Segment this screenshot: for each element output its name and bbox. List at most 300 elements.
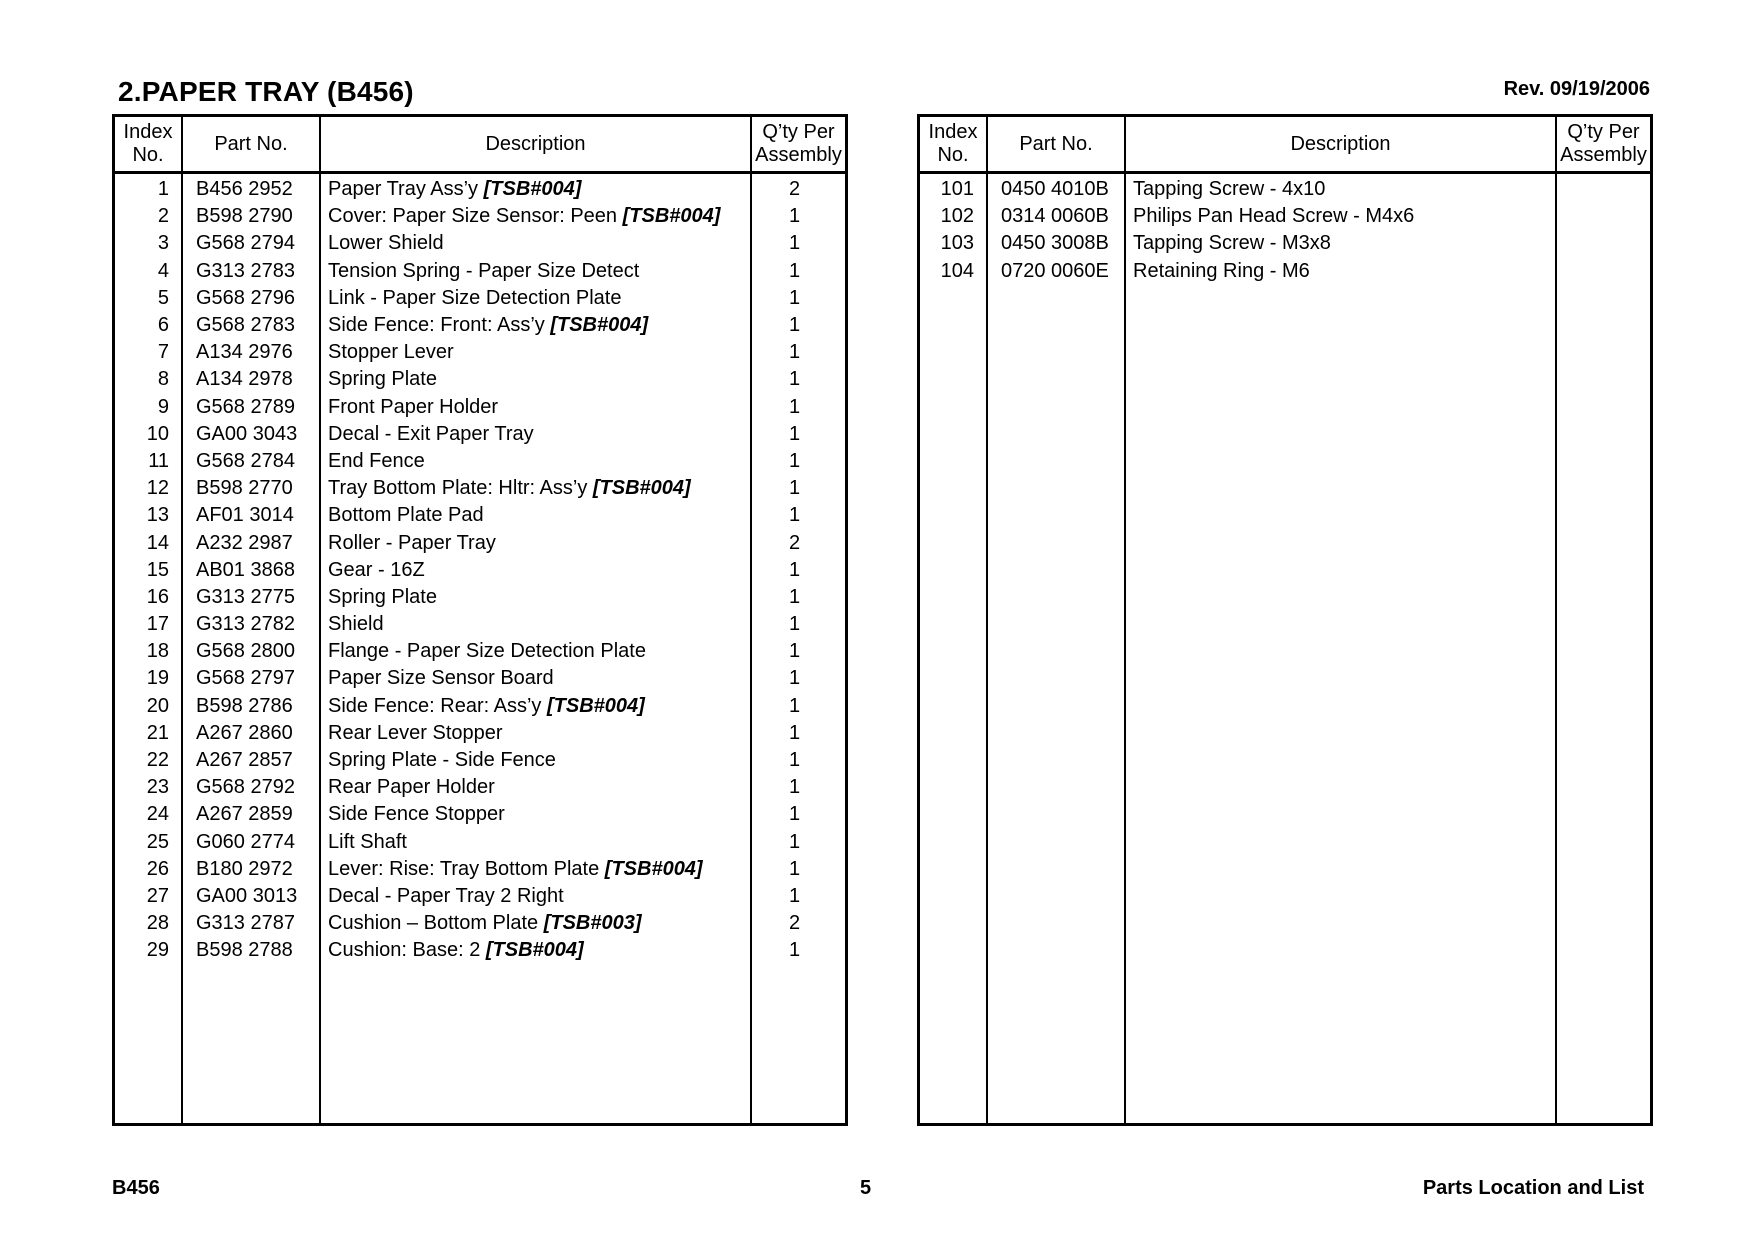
quantity-cell	[752, 178, 845, 201]
description-cell-text: Side Fence: Front: Ass’y	[328, 314, 551, 337]
tsb-reference: [TSB#004]	[604, 857, 703, 880]
description-cell	[321, 396, 752, 419]
part-number-cell	[183, 667, 321, 690]
description-cell	[321, 532, 752, 555]
index-cell	[115, 586, 183, 609]
part-number-cell	[183, 831, 321, 854]
description-cell	[321, 912, 752, 935]
description-header: Description	[321, 117, 752, 171]
table-row	[920, 230, 1650, 257]
index-cell	[115, 559, 183, 582]
part-number-cell	[183, 205, 321, 228]
index-cell-text: 17	[146, 613, 169, 636]
description-cell-text: Decal - Exit Paper Tray	[328, 422, 534, 445]
index-cell	[115, 858, 183, 881]
quantity-cell-text: 1	[788, 422, 801, 445]
quantity-cell-text: 1	[788, 314, 801, 337]
quantity-cell-text: 1	[788, 286, 801, 309]
description-header: Description	[1126, 117, 1557, 171]
part-number-cell-text: A134 2978	[196, 368, 293, 391]
part-number-cell	[183, 477, 321, 500]
index-cell-text: 1	[157, 178, 169, 201]
part-number-cell-text: A232 2987	[196, 531, 293, 554]
index-cell-text: 8	[157, 368, 169, 391]
quantity-cell	[752, 559, 845, 582]
table-row	[115, 937, 845, 964]
table-row	[115, 176, 845, 203]
index-cell	[115, 722, 183, 745]
index-header-line1: Index	[928, 121, 978, 143]
part-number-cell	[183, 450, 321, 473]
index-cell	[115, 504, 183, 527]
description-cell	[321, 695, 752, 718]
description-cell	[321, 831, 752, 854]
table-row	[920, 258, 1650, 285]
quantity-cell	[752, 912, 845, 935]
description-cell	[1126, 178, 1557, 201]
part-number-cell-text: G313 2782	[196, 613, 295, 636]
part-number-cell-text: G568 2784	[196, 449, 295, 472]
description-cell	[321, 287, 752, 310]
index-cell	[920, 232, 988, 255]
index-header-line2: No.	[937, 144, 969, 166]
tsb-reference: [TSB#004]	[622, 205, 721, 228]
index-cell	[115, 532, 183, 555]
index-cell	[115, 749, 183, 772]
part-number-cell	[183, 776, 321, 799]
table-row	[115, 801, 845, 828]
quantity-cell-text: 1	[788, 477, 801, 500]
table-row	[115, 557, 845, 584]
tsb-reference: [TSB#003]	[543, 912, 642, 935]
index-cell-text: 102	[940, 205, 974, 228]
description-cell-text: Tray Bottom Plate: Hltr: Ass’y	[328, 477, 593, 500]
quantity-cell-text: 1	[788, 368, 801, 391]
index-cell-text: 21	[146, 721, 169, 744]
description-cell	[321, 939, 752, 962]
index-header-line1: Index	[123, 121, 173, 143]
description-cell	[321, 885, 752, 908]
index-cell-text: 24	[146, 803, 169, 826]
part-number-cell-text: A267 2860	[196, 721, 293, 744]
index-cell-text: 27	[146, 884, 169, 907]
part-number-cell-text: B598 2790	[196, 205, 293, 228]
description-cell-text: Cover: Paper Size Sensor: Peen	[328, 205, 623, 228]
qty-header-line1: Q’ty Per	[1567, 121, 1640, 143]
table-row	[920, 203, 1650, 230]
part-number-cell	[183, 912, 321, 935]
description-cell-text: Bottom Plate Pad	[328, 504, 484, 527]
index-cell	[920, 205, 988, 228]
part-number-cell-text: B598 2786	[196, 694, 293, 717]
index-cell	[115, 939, 183, 962]
part-number-cell	[988, 260, 1126, 283]
part-number-cell	[183, 396, 321, 419]
description-cell-text: Lift Shaft	[328, 830, 407, 853]
part-number-cell-text: G313 2787	[196, 912, 295, 935]
table-row	[115, 529, 845, 556]
quantity-cell	[752, 803, 845, 826]
description-cell	[1126, 205, 1557, 228]
index-cell-text: 25	[146, 830, 169, 853]
part-number-cell	[183, 722, 321, 745]
description-cell-text: Front Paper Holder	[328, 395, 499, 418]
description-cell	[321, 722, 752, 745]
index-cell-text: 9	[157, 395, 169, 418]
quantity-cell	[752, 260, 845, 283]
table-row	[115, 638, 845, 665]
footer-model: B456	[112, 1177, 160, 1199]
quantity-cell-text: 1	[788, 694, 801, 717]
table-row	[115, 366, 845, 393]
quantity-cell	[752, 695, 845, 718]
description-cell	[321, 803, 752, 826]
part-number-cell-text: AB01 3868	[196, 558, 295, 581]
description-cell-text: Tapping Screw - M3x8	[1133, 232, 1331, 255]
quantity-cell	[752, 613, 845, 636]
column-divider	[1124, 174, 1126, 1123]
quantity-cell	[752, 232, 845, 255]
index-cell-text: 13	[146, 504, 169, 527]
description-cell	[321, 232, 752, 255]
description-cell	[321, 260, 752, 283]
index-cell	[115, 423, 183, 446]
index-header	[115, 117, 183, 171]
part-number-cell	[183, 532, 321, 555]
part-number-cell	[988, 205, 1126, 228]
part-number-cell-text: G568 2796	[196, 286, 295, 309]
description-cell-text: Tension Spring - Paper Size Detect	[328, 259, 640, 282]
description-cell	[1126, 232, 1557, 255]
quantity-cell-text: 1	[788, 504, 801, 527]
part-number-cell-text: GA00 3013	[196, 884, 298, 907]
table-rows	[920, 176, 1650, 285]
index-cell	[115, 396, 183, 419]
index-cell	[115, 831, 183, 854]
description-cell	[321, 450, 752, 473]
part-number-cell	[183, 341, 321, 364]
description-cell-text: Paper Tray Ass’y	[328, 178, 484, 201]
quantity-cell-text: 1	[788, 667, 801, 690]
part-number-cell	[183, 287, 321, 310]
qty-header-line1: Q’ty Per	[762, 121, 835, 143]
part-number-cell	[183, 504, 321, 527]
table-rows	[115, 176, 845, 964]
quantity-cell-text: 1	[788, 857, 801, 880]
index-cell	[115, 912, 183, 935]
part-number-cell-text: A267 2857	[196, 749, 293, 772]
index-cell	[115, 803, 183, 826]
index-cell	[920, 260, 988, 283]
table-row	[115, 910, 845, 937]
part-number-cell-text: G313 2775	[196, 585, 295, 608]
part-number-cell-text: G568 2797	[196, 667, 295, 690]
quantity-cell-text: 1	[788, 395, 801, 418]
description-cell	[321, 640, 752, 663]
table-row	[115, 856, 845, 883]
index-cell-text: 5	[157, 286, 169, 309]
index-cell-text: 23	[146, 776, 169, 799]
part-number-cell	[183, 613, 321, 636]
footer-section: Parts Location and List	[1422, 1177, 1644, 1199]
description-cell-text: Decal - Paper Tray 2 Right	[328, 884, 564, 907]
qty-header	[752, 117, 845, 171]
quantity-cell	[752, 776, 845, 799]
qty-header-line2: Assembly	[1560, 144, 1647, 166]
table-body	[920, 174, 1650, 1123]
quantity-cell-text: 1	[788, 749, 801, 772]
index-cell	[115, 368, 183, 391]
part-number-cell-text: G568 2789	[196, 395, 295, 418]
index-cell-text: 16	[146, 585, 169, 608]
part-number-cell-text: GA00 3043	[196, 422, 298, 445]
quantity-cell-text: 1	[788, 884, 801, 907]
parts-table-right	[917, 114, 1653, 1126]
quantity-cell	[752, 368, 845, 391]
part-number-cell-text: 0314 0060B	[1001, 205, 1109, 228]
part-no-header: Part No.	[988, 117, 1126, 171]
part-number-cell	[183, 368, 321, 391]
index-cell-text: 10	[146, 422, 169, 445]
quantity-cell-text: 1	[788, 721, 801, 744]
description-cell	[321, 749, 752, 772]
table-row	[115, 339, 845, 366]
part-number-cell	[183, 749, 321, 772]
description-cell	[321, 776, 752, 799]
part-number-cell-text: B598 2770	[196, 477, 293, 500]
description-cell-text: Tapping Screw - 4x10	[1133, 178, 1326, 201]
part-number-cell	[988, 178, 1126, 201]
quantity-cell	[752, 396, 845, 419]
table-row	[115, 611, 845, 638]
part-number-cell	[183, 939, 321, 962]
index-header	[920, 117, 988, 171]
description-cell-text: Rear Paper Holder	[328, 776, 495, 799]
description-cell-text: Cushion: Base: 2	[328, 939, 486, 962]
part-number-cell-text: 0450 3008B	[1001, 232, 1109, 255]
index-cell	[115, 477, 183, 500]
quantity-cell	[752, 939, 845, 962]
table-row	[115, 774, 845, 801]
tsb-reference: [TSB#004]	[546, 694, 645, 717]
table-row	[115, 230, 845, 257]
table-header	[115, 117, 845, 174]
quantity-cell	[752, 532, 845, 555]
index-cell-text: 11	[148, 449, 169, 472]
quantity-cell	[752, 477, 845, 500]
description-cell	[321, 586, 752, 609]
index-cell	[115, 667, 183, 690]
part-number-cell-text: G568 2792	[196, 776, 295, 799]
tsb-reference: [TSB#004]	[483, 178, 582, 201]
part-no-header: Part No.	[183, 117, 321, 171]
description-cell	[321, 341, 752, 364]
table-row	[115, 475, 845, 502]
part-number-cell	[183, 803, 321, 826]
table-row	[115, 829, 845, 856]
index-cell-text: 12	[146, 477, 169, 500]
quantity-cell	[752, 341, 845, 364]
quantity-cell-text: 2	[788, 912, 801, 935]
column-divider	[986, 174, 988, 1123]
part-number-cell	[988, 232, 1126, 255]
description-cell	[321, 205, 752, 228]
description-cell-text: Retaining Ring - M6	[1133, 259, 1310, 282]
quantity-cell-text: 1	[788, 341, 801, 364]
part-number-cell	[183, 858, 321, 881]
quantity-cell	[752, 749, 845, 772]
part-number-cell	[183, 885, 321, 908]
index-cell-text: 15	[146, 558, 169, 581]
description-cell-text: End Fence	[328, 449, 425, 472]
index-cell	[115, 341, 183, 364]
description-cell-text: Shield	[328, 613, 384, 636]
index-header-line2: No.	[132, 144, 164, 166]
description-cell	[321, 423, 752, 446]
table-row	[115, 203, 845, 230]
index-cell	[115, 450, 183, 473]
index-cell-text: 19	[146, 667, 169, 690]
quantity-cell-text: 1	[788, 449, 801, 472]
page-title: 2.PAPER TRAY (B456)	[118, 76, 414, 107]
table-row	[115, 883, 845, 910]
index-cell-text: 28	[146, 912, 169, 935]
table-row	[115, 394, 845, 421]
quantity-cell	[752, 640, 845, 663]
part-number-cell	[183, 559, 321, 582]
index-cell-text: 103	[940, 232, 974, 255]
table-row	[115, 312, 845, 339]
description-cell	[321, 667, 752, 690]
tsb-reference: [TSB#004]	[550, 314, 649, 337]
description-cell-text: Roller - Paper Tray	[328, 531, 496, 554]
quantity-cell-text: 1	[788, 232, 801, 255]
index-cell-text: 20	[146, 694, 169, 717]
part-number-cell	[183, 695, 321, 718]
qty-header-line2: Assembly	[755, 144, 842, 166]
description-cell-text: Side Fence Stopper	[328, 803, 505, 826]
description-cell-text: Lower Shield	[328, 232, 444, 255]
qty-header	[1557, 117, 1650, 171]
part-number-cell	[183, 178, 321, 201]
part-number-cell-text: B180 2972	[196, 857, 293, 880]
description-cell	[321, 314, 752, 337]
quantity-cell	[752, 858, 845, 881]
quantity-cell	[752, 504, 845, 527]
quantity-cell	[752, 423, 845, 446]
index-cell-text: 101	[940, 178, 974, 201]
description-cell-text: Gear - 16Z	[328, 558, 425, 581]
description-cell	[321, 504, 752, 527]
table-row	[115, 720, 845, 747]
table-row	[115, 693, 845, 720]
tsb-reference: [TSB#004]	[485, 939, 584, 962]
column-divider	[1555, 174, 1557, 1123]
index-cell	[115, 613, 183, 636]
description-cell-text: Paper Size Sensor Board	[328, 667, 554, 690]
footer-page-number: 5	[860, 1177, 872, 1199]
quantity-cell-text: 1	[788, 803, 801, 826]
index-cell-text: 29	[146, 939, 169, 962]
index-cell	[115, 885, 183, 908]
description-cell	[321, 613, 752, 636]
quantity-cell	[752, 885, 845, 908]
part-number-cell-text: G568 2800	[196, 640, 295, 663]
table-row	[115, 421, 845, 448]
description-cell-text: Cushion – Bottom Plate	[328, 912, 544, 935]
table-row	[115, 285, 845, 312]
index-cell	[115, 260, 183, 283]
quantity-cell	[752, 314, 845, 337]
quantity-cell-text: 1	[788, 939, 801, 962]
description-cell	[321, 477, 752, 500]
quantity-cell	[752, 667, 845, 690]
description-cell-text: Link - Paper Size Detection Plate	[328, 286, 622, 309]
part-number-cell-text: G568 2794	[196, 232, 295, 255]
table-row	[115, 665, 845, 692]
part-number-cell	[183, 260, 321, 283]
index-cell-text: 22	[146, 749, 169, 772]
table-body	[115, 174, 845, 1123]
table-row	[115, 502, 845, 529]
index-cell-text: 4	[157, 259, 169, 282]
table-row	[115, 747, 845, 774]
quantity-cell-text: 1	[788, 613, 801, 636]
quantity-cell	[752, 205, 845, 228]
table-header	[920, 117, 1650, 174]
description-cell-text: Spring Plate	[328, 368, 437, 391]
description-cell	[321, 178, 752, 201]
index-cell	[115, 178, 183, 201]
part-number-cell-text: B598 2788	[196, 939, 293, 962]
index-cell-text: 6	[157, 314, 169, 337]
index-cell-text: 14	[146, 531, 169, 554]
index-cell	[115, 205, 183, 228]
description-cell-text: Spring Plate	[328, 585, 437, 608]
quantity-cell	[752, 287, 845, 310]
tsb-reference: [TSB#004]	[592, 477, 691, 500]
quantity-cell-text: 1	[788, 558, 801, 581]
description-cell	[321, 559, 752, 582]
quantity-cell-text: 1	[788, 776, 801, 799]
quantity-cell-text: 1	[788, 830, 801, 853]
part-number-cell-text: AF01 3014	[196, 504, 294, 527]
description-cell-text: Stopper Lever	[328, 341, 454, 364]
index-cell	[920, 178, 988, 201]
index-cell	[115, 695, 183, 718]
quantity-cell	[752, 450, 845, 473]
part-number-cell	[183, 232, 321, 255]
part-number-cell-text: 0720 0060E	[1001, 259, 1109, 282]
table-row	[115, 258, 845, 285]
index-cell-text: 7	[157, 341, 169, 364]
part-number-cell-text: 0450 4010B	[1001, 178, 1109, 201]
part-number-cell-text: A267 2859	[196, 803, 293, 826]
quantity-cell	[752, 722, 845, 745]
quantity-cell-text: 2	[788, 178, 801, 201]
part-number-cell	[183, 423, 321, 446]
description-cell	[321, 368, 752, 391]
quantity-cell-text: 1	[788, 640, 801, 663]
table-row	[115, 584, 845, 611]
part-number-cell-text: G313 2783	[196, 259, 295, 282]
description-cell	[1126, 260, 1557, 283]
part-number-cell	[183, 314, 321, 337]
part-number-cell-text: G568 2783	[196, 314, 295, 337]
description-cell-text: Spring Plate - Side Fence	[328, 749, 556, 772]
description-cell-text: Side Fence: Rear: Ass’y	[328, 694, 547, 717]
index-cell	[115, 232, 183, 255]
